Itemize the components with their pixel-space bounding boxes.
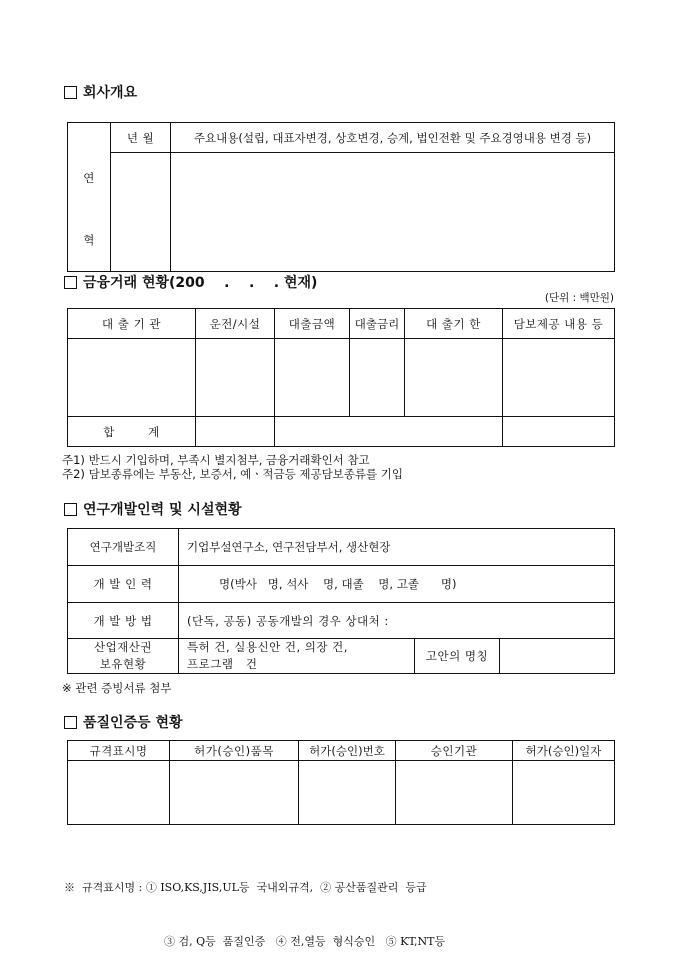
ip-label (68, 639, 179, 674)
quality-note-line1: ※ 규격표시명 : ① ISO,KS,JIS,UL등 국내외규격, ② 공산품질관리 등급 (64, 881, 427, 894)
total-type-cell[interactable] (196, 417, 275, 447)
header-agency: 승인기관 (396, 741, 513, 761)
checkbox-icon[interactable] (64, 86, 77, 99)
rnd-staff-label: 개 발 인 력 (68, 566, 179, 603)
collateral-cell[interactable] (503, 339, 615, 417)
agency-cell[interactable] (396, 761, 513, 825)
ip-value-line1: 특허 건, 실용신안 건, 의장 건, (187, 640, 348, 654)
quality-cert-table (67, 740, 615, 825)
history-side-label (68, 123, 111, 272)
rnd-staff-value[interactable]: 명(박사 명, 석사 명, 대졸 명, 고졸 명) (179, 566, 615, 603)
type-cell[interactable] (196, 339, 275, 417)
ip-value-line2: 프로그램 건 (187, 657, 258, 671)
section-title-company-overview (64, 82, 137, 102)
section-title-financial (64, 272, 317, 292)
amount-cell[interactable] (275, 339, 350, 417)
ip-value[interactable] (179, 639, 415, 674)
rate-cell[interactable] (350, 339, 405, 417)
checkbox-icon[interactable] (64, 276, 77, 289)
section-title-text: 금융거래 현황(200 . . . 현재) (83, 275, 318, 291)
content-cell[interactable] (171, 153, 615, 272)
section-title-quality (64, 712, 183, 732)
item-cell[interactable] (170, 761, 299, 825)
due-cell[interactable] (405, 339, 503, 417)
note-2: 주2) 담보종류에는 부동산, 보증서, 예ㆍ적금등 제공담보종류를 기입 (62, 467, 403, 481)
checkbox-icon[interactable] (64, 503, 77, 516)
checkbox-icon[interactable] (64, 716, 77, 729)
header-rate: 대출금리 (350, 309, 405, 339)
ip-label-line1: 산업재산권 (93, 640, 153, 654)
section-title-text: 품질인증등 현황 (83, 715, 183, 731)
section-title-rnd (64, 499, 242, 519)
year-month-cell[interactable] (111, 153, 171, 272)
quality-note-line2: ③ 검, Q등 품질인증 ④ 전,열등 형식승인 ⑤ KT,NT등 (164, 935, 446, 948)
total-row-divider (502, 416, 503, 446)
header-number: 허가(승인)번호 (299, 741, 396, 761)
section-title-text: 회사개요 (83, 85, 138, 101)
lender-cell[interactable] (68, 339, 196, 417)
header-content: 주요내용(설립, 대표자변경, 상호변경, 승계, 법인전환 및 주요경영내용 변경 등) (171, 123, 615, 153)
header-type: 운전/시설 (196, 309, 275, 339)
section-title-text: 연구개발인력 및 시설현황 (83, 502, 242, 518)
rnd-method-value[interactable]: (단독, 공동) 공동개발의 경우 상대처 : (179, 603, 615, 639)
rnd-table (67, 528, 615, 674)
number-cell[interactable] (299, 761, 396, 825)
rnd-method-label: 개 발 방 법 (68, 603, 179, 639)
side-label-top: 연 (83, 171, 95, 185)
date-cell[interactable] (513, 761, 615, 825)
header-item: 허가(승인)품목 (170, 741, 299, 761)
rnd-note: ※ 관련 증빙서류 첨부 (62, 681, 172, 695)
rnd-org-value[interactable]: 기업부설연구소, 연구전담부서, 생산현장 (179, 529, 615, 566)
header-standard: 규격표시명 (68, 741, 170, 761)
ip-label-line2: 보유현황 (99, 657, 147, 671)
unit-label: (단위 : 백만원) (544, 292, 614, 304)
rnd-org-label: 연구개발조직 (68, 529, 179, 566)
header-year-month: 년 월 (111, 123, 171, 153)
company-history-table (67, 122, 615, 272)
invention-name-label: 고안의 명칭 (415, 639, 500, 674)
header-date: 허가(승인)일자 (513, 741, 615, 761)
header-lender: 대 출 기 관 (68, 309, 196, 339)
total-label: 합 계 (68, 417, 196, 447)
financial-table (67, 308, 615, 447)
side-label-bottom: 혁 (83, 233, 95, 247)
quality-note (64, 843, 445, 969)
note-1: 주1) 반드시 기입하며, 부족시 별지첨부, 금융거래확인서 참고 (62, 453, 370, 467)
invention-name-cell[interactable] (500, 639, 615, 674)
header-due: 대 출기 한 (405, 309, 503, 339)
header-amount: 대출금액 (275, 309, 350, 339)
financial-notes (62, 453, 403, 481)
standard-cell[interactable] (68, 761, 170, 825)
total-amount-cell[interactable] (275, 417, 615, 447)
header-collateral: 담보제공 내용 등 (503, 309, 615, 339)
